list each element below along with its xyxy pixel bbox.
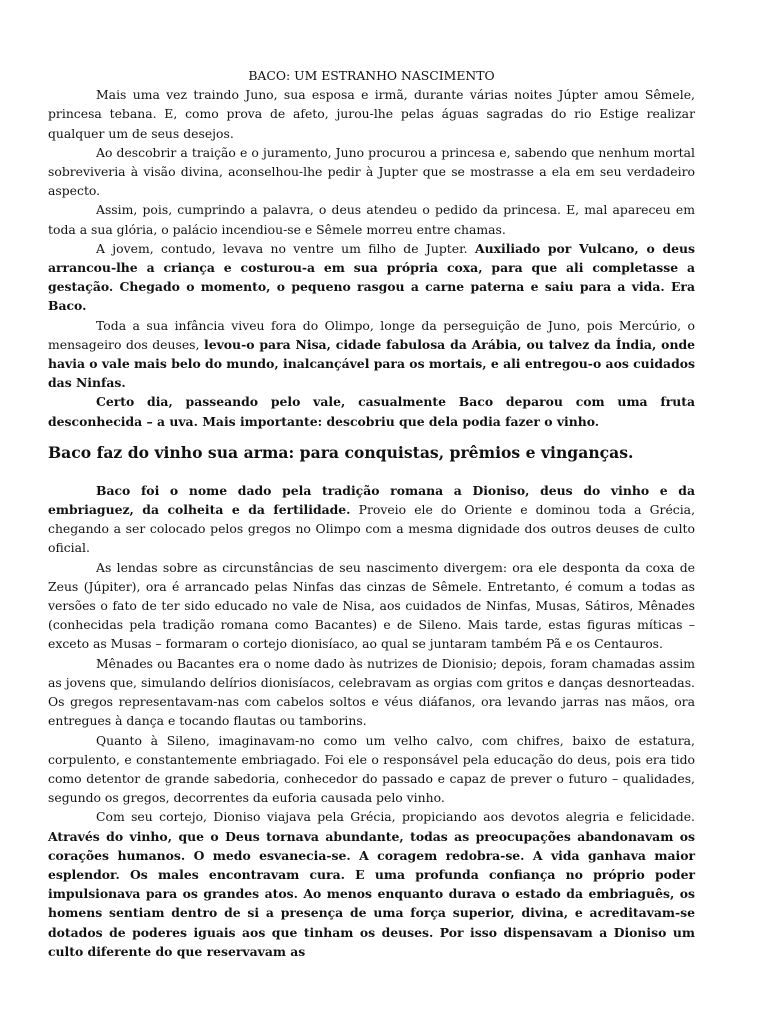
bold-text: Auxiliado por Vulcano, o deus arrancou-lhe a criança e costurou-a em sua própria coxa, para que ali completasse a gestação. Chegado o momento, o pequeno rasgou a carne paterna e saiu para a vida. Era Baco.	[48, 240, 695, 314]
text: Assim, pois, cumprindo a palavra, o deus atendeu o pedido da princesa. E, mal apareceu em toda a sua glória, o palácio incendiou-se e Sêmele morreu entre chamas.	[48, 202, 695, 237]
paragraph	[48, 392, 695, 430]
paragraph	[48, 558, 695, 654]
bold-text: Através do vinho, que o Deus tornava abundante, todas as preocupações abandonavam os corações humanos. O medo esvanecia-se. A coragem redobra-se. A vida ganhava maior esplendor. Os males encontravam cura. E uma profunda confiança no próprio poder impulsionava para os grandes atos. Ao menos enquanto durava o estado da embriaguês, os homens sentiam dentro de si a presença de uma força superior, divina, e acreditavam-se dotados de poderes iguais aos que tinham os deuses. Por isso dispensavam a Dioniso um culto diferente do que reservavam as	[48, 828, 695, 959]
document-page	[48, 66, 695, 961]
paragraph	[48, 143, 695, 201]
text: Proveio ele do Oriente e dominou toda a Grécia, chegando a ser colocado pelos gregos no Olimpo com a mesma dignidade dos outros deuses de culto oficial.	[48, 502, 696, 556]
bold-text: Certo dia, passeando pelo vale, casualmente Baco deparou com uma fruta desconhecida – a uva. Mais importante: descobriu que dela podia fazer o vinho.	[48, 394, 695, 429]
paragraph	[48, 239, 695, 316]
paragraph	[48, 200, 695, 238]
bold-text: Baco foi o nome dado pela tradição romana a Dioniso, deus do vinho e da embriaguez, da colheita e da fertilidade.	[48, 482, 695, 518]
paragraph	[48, 654, 695, 731]
paragraph	[48, 807, 695, 961]
paragraph	[48, 481, 695, 558]
text: Ao descobrir a traição e o juramento, Juno procurou a princesa e, sabendo que nenhum mortal sobreviveria à visão divina, aconselhou-lhe pedir à Jupter que se mostrasse a ela em seu verdadeiro aspecto.	[48, 144, 695, 199]
text: As lendas sobre as circunstâncias de seu nascimento divergem: ora ele desponta da coxa de Zeus (Júpiter), ora é arrancado pelas Ninfas das cinzas de Sêmele. Entretanto, é comum a todas as versões o fato de ter sido educado no vale de Nisa, aos cuidados de Ninfas, Musas, Sátiros, Mênades (conhecidas pela tradição romana como Bacantes) e de Sileno. Mais tarde, estas figuras míticas – exceto as Musas – formaram o cortejo dionisíaco, ao qual se juntaram também Pã e os Centauros.	[48, 559, 695, 652]
document-title: BACO: UM ESTRANHO NASCIMENTO	[248, 68, 495, 83]
paragraph	[48, 316, 695, 393]
text: Com seu cortejo, Dioniso viajava pela Grécia, propiciando aos devotos alegria e felicidade.	[96, 809, 695, 825]
text: Mais uma vez traindo Juno, sua esposa e irmã, durante várias noites Júpter amou Sêmele, princesa tebana. E, como prova de afeto, jurou-lhe pelas águas sagradas do rio Estige realizar qualquer um de seus desejos.	[48, 87, 695, 141]
section-nascimento	[48, 85, 695, 431]
text: Quanto à Sileno, imaginavam-no como um velho calvo, com chifres, baixo de estatura, corpulento, e constantemente embriagado. Foi ele o responsável pela educação do deus, pois era tido como detentor de grande sabedoria, conhecedor do passado e capaz de prever o futuro – qualidades, segundo os gregos, decorrentes da euforia causada pelo vinho.	[48, 732, 695, 806]
bold-text: levou-o para Nisa, cidade fabulosa da Arábia, ou talvez da Índia, onde havia o vale mais belo do mundo, inalcançável para os mortais, e ali entregou-o aos cuidados das Ninfas.	[48, 336, 695, 391]
text: A jovem, contudo, levava no ventre um filho de Jupter.	[96, 240, 475, 256]
section-heading: Baco faz do vinho sua arma: para conquistas, prêmios e vinganças.	[48, 442, 634, 462]
paragraph	[48, 731, 695, 808]
text: Mênades ou Bacantes era o nome dado às nutrizes de Dionisio; depois, foram chamadas assim as jovens que, simulando delírios dionisíacos, celebravam as orgias com gritos e danças desnorteadas. Os gregos representavam-nas com cabelos soltos e véus diáfanos, ora levando jarras nas mãos, ora entregues à dança e tocando flautas ou tamborins.	[48, 655, 695, 729]
paragraph	[48, 85, 695, 143]
text: Toda a sua infância viveu fora do Olimpo, longe da perseguição de Juno, pois Mercúrio, o mensageiro dos deuses,	[48, 317, 695, 352]
section-dioniso	[48, 481, 695, 961]
